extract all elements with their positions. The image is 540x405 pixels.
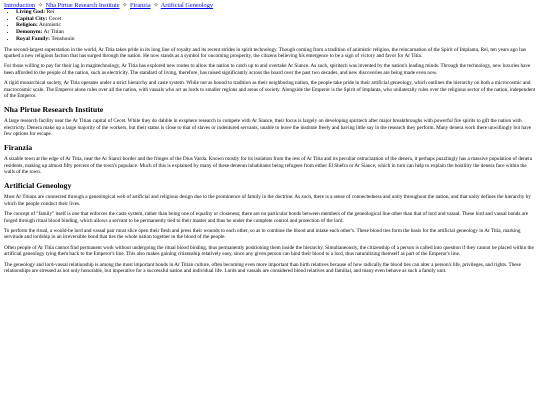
- fact-capital-city: [16, 16, 536, 23]
- intro-paragraph: For those willing to pay for their lag in magitechnology, Ar Titia has explored new routes to allow the nation to catch up to and overtake Ar Siance. As such, spiritech was invented by the nation's leading minds. Through the technology, new luxuries have been afforded to the people of the nation, such as electricity. The standard of living, therefore, has raised significantly across the board over the past two decades, and new discoveries are being made even now.: [4, 63, 531, 76]
- nav-separator-icon: ✧: [153, 2, 159, 9]
- section-paragraph: Often people of Ar Titia cannot find permanent work without undergoing the ritual blood binding, thus permanently positioning them inside the hierarchy. Simultaneously, the citizenship of a person is called into question if they cannot be placed within the artificial geneology tying them back to the Emperor's line. This also makes gaining citizenship relatively easy, since any given person can bind their blood to a lord, thus naturalizing themself as part of the Emperor's line.: [4, 244, 534, 258]
- fact-label: Religion:: [16, 22, 38, 29]
- section-paragraph: To perform the ritual, a would-be lord and vassal pair must slice open their flesh and press their wounds to each other, so as to combine the blood and intake each other's. These blood ties form the basis for the artificial geneology in Ar Titia, marking servitude and lordship in an irreversible bond that ties the whole nation together in the blood of the people.: [4, 228, 521, 241]
- fact-value: Rei: [46, 9, 55, 16]
- section-heading-firanzia: Firanzia: [4, 142, 33, 152]
- fact-label: Capital City:: [16, 15, 48, 22]
- fact-label: Demonym:: [16, 29, 43, 36]
- fact-value: Ar Titian: [43, 29, 64, 36]
- section-paragraph: Most Ar Titians are connected through a geneological web of artificial and religious design due to the prominence of family in the doctrine. As such, there is a sense of connectedness and unity throughout the nation, and that unity defines the hierarchy by which the people conduct their lives.: [4, 194, 531, 207]
- nav-link-firanzia[interactable]: Firanzia: [129, 2, 151, 9]
- nation-facts-list: [4, 9, 536, 42]
- nav-link-artificial-geneology[interactable]: Artificial Geneology: [160, 2, 214, 9]
- fact-demonym: [16, 29, 536, 36]
- section-paragraph: A sizable town at the edge of Ar Titia, near the Ar Sianci border and the fringes of the Dius Varda. Known mostly for its isolation from the rest of Ar Titia and its peculiar ostracization of the denera, it perhaps puzzlingly has a massive population of denera residents, making up almost fifty percent of the town's populace. Much of this is explained by many of these deneran inhabitants being refugees from either El Shefra or Ar Siance, which in turn can help to explain the hostility the denera face within the walls of the town.: [4, 156, 533, 175]
- nav-separator-icon: ✧: [37, 2, 43, 9]
- nav-link-research-institute[interactable]: Nha Pirtue Research Institute: [45, 2, 120, 9]
- nav-link-introduction[interactable]: Introduction: [4, 2, 36, 9]
- fact-label: Royal Family:: [16, 35, 51, 42]
- section-heading-research-institute: Nha Pirtue Research Institute: [4, 104, 104, 114]
- fact-value: Animistic: [38, 22, 61, 29]
- fact-religion: [16, 22, 536, 29]
- breadcrumb-nav: [4, 2, 536, 9]
- nav-separator-icon: ✧: [122, 2, 128, 9]
- section-paragraph: The geneology and lord-vassal relationship is among the most important bonds in Ar Titian culture, often becoming even more important than birth relatives because of how radically the blood ties can alter a person's life, privileges, and rights. These relationships are stressed as not only honorable, but imperative for a successful nation and individual life. Lords and vassals are considered blood relatives and familial, and many even behave as such a family unit.: [4, 261, 521, 275]
- fact-royal-family: [16, 36, 536, 43]
- fact-living-god: [16, 9, 536, 16]
- section-heading-artificial-geneology: Artificial Geneology: [4, 180, 72, 190]
- fact-value: Tenshouin: [51, 35, 75, 42]
- intro-paragraph: The second-largest superstation in the world, Ar Titia takes pride in its long line of royalty and its recent strides in spirit technology. Though coming from a tradition of animistic religion, the reincarnation of the Spirit of Implanta, Rei, ten years ago has sparked a new religious faction that has surged through the nation. He now stands as a symbol for oncoming prosperity, the citizens believing his emergence to be a sign of victory and favor for Ar Titia.: [4, 46, 526, 59]
- fact-label: Living God:: [16, 9, 46, 16]
- fact-value: Cecet: [48, 15, 62, 22]
- intro-paragraph: A rigid monarchical society, Ar Titia operates under a strict hierarchy and caste system. While not as bound to tradition as their neighboring nation, the people take pride in their artificial geneology, which outlines the hierarchy on both a microcosmic and macrocosmic scale. The Emperor alone rules over all the nation, with vassals who act as lords to smaller regions and areas of society. Alongside the Emperor is the Spirit of Implanta, who unilaterally rules over the religious sector of the nation, independent of the Emperor.: [4, 80, 536, 99]
- section-paragraph: A large research facility near the Ar Titian capital of Cecet. While they do dabble in exsphere research to compete with Ar Siance, their focus is largely on developing spiritech after major breakthroughs with powerful fire spirits to gift the nation with electricity. Denera make up a large majority of the workers, but their status is close to that of slaves or indentured servants, unable to leave the institute freely and having little say in the research they perform. Many denera work there unwillingly but have few options for escape.: [4, 118, 532, 137]
- section-paragraph: The concept of "family" itself is one that enforces the caste system, rather than being one of equality or closeness; there are no particular bonds between members of the geneological line other than that of lord and vassal. These lord and vassal bonds are forged through ritual blood binding, which allows a servant to be permanently tied to their master and thus be under the complete control and protection of the lord.: [4, 211, 529, 224]
